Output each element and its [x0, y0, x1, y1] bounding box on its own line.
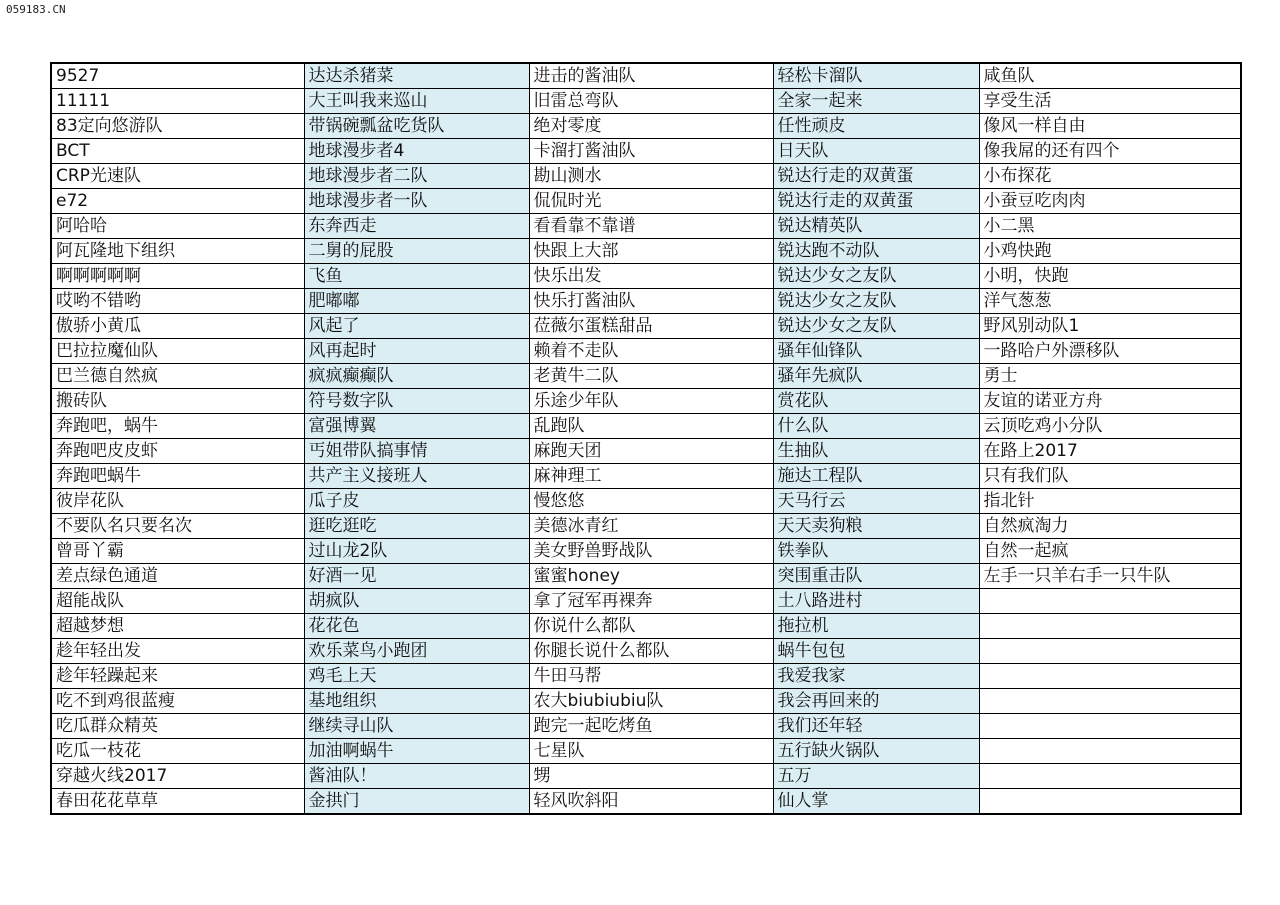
- table-row: [51, 664, 1241, 689]
- table-cell: 阿瓦隆地下组织: [51, 239, 304, 264]
- site-watermark: 059183.CN: [6, 3, 66, 16]
- table-cell: 轻松卡溜队: [773, 63, 979, 89]
- table-cell: 野风别动队1: [979, 314, 1241, 339]
- table-cell: 锐达少女之友队: [773, 289, 979, 314]
- table-cell: 巴拉拉魔仙队: [51, 339, 304, 364]
- table-row: [51, 464, 1241, 489]
- table-row: [51, 789, 1241, 815]
- table-row: [51, 589, 1241, 614]
- table-cell: 穿越火线2017: [51, 764, 304, 789]
- table-cell: 任性顽皮: [773, 114, 979, 139]
- table-cell: [979, 589, 1241, 614]
- table-cell: 像我屌的还有四个: [979, 139, 1241, 164]
- table-cell: 快乐打酱油队: [529, 289, 773, 314]
- table-row: [51, 364, 1241, 389]
- table-cell: 日天队: [773, 139, 979, 164]
- table-cell: 傲骄小黄瓜: [51, 314, 304, 339]
- table-cell: 赏花队: [773, 389, 979, 414]
- table-cell: 风起了: [304, 314, 529, 339]
- table-cell: 全家一起来: [773, 89, 979, 114]
- table-cell: 美德冰青红: [529, 514, 773, 539]
- table-cell: 彼岸花队: [51, 489, 304, 514]
- table-cell: 地球漫步者二队: [304, 164, 529, 189]
- table-cell: 小二黑: [979, 214, 1241, 239]
- table-cell: 天天卖狗粮: [773, 514, 979, 539]
- table-cell: 云顶吃鸡小分队: [979, 414, 1241, 439]
- table-row: [51, 489, 1241, 514]
- table-cell: 吃瓜一枝花: [51, 739, 304, 764]
- table-row: [51, 114, 1241, 139]
- table-cell: 逛吃逛吃: [304, 514, 529, 539]
- table-row: [51, 89, 1241, 114]
- table-cell: 丐姐带队搞事情: [304, 439, 529, 464]
- table-cell: [979, 614, 1241, 639]
- table-cell: 趁年轻出发: [51, 639, 304, 664]
- table-row: [51, 514, 1241, 539]
- table-row: [51, 314, 1241, 339]
- table-cell: 过山龙2队: [304, 539, 529, 564]
- table-cell: 像风一样自由: [979, 114, 1241, 139]
- table-cell: 五行缺火锅队: [773, 739, 979, 764]
- table-cell: 锐达行走的双黄蛋: [773, 164, 979, 189]
- table-cell: [979, 689, 1241, 714]
- table-cell: 我爱我家: [773, 664, 979, 689]
- table-cell: 五万: [773, 764, 979, 789]
- table-cell: 鸡毛上天: [304, 664, 529, 689]
- table-cell: 自然一起疯: [979, 539, 1241, 564]
- table-cell: 地球漫步者一队: [304, 189, 529, 214]
- table-cell: 左手一只羊右手一只牛队: [979, 564, 1241, 589]
- table-row: [51, 139, 1241, 164]
- table-cell: 二舅的屁股: [304, 239, 529, 264]
- table-cell: 曾哥丫霸: [51, 539, 304, 564]
- table-cell: 吃不到鸡很蓝瘦: [51, 689, 304, 714]
- table-cell: e72: [51, 189, 304, 214]
- table-cell: BCT: [51, 139, 304, 164]
- table-cell: 瓜子皮: [304, 489, 529, 514]
- table-cell: 蜗牛包包: [773, 639, 979, 664]
- table-cell: 绝对零度: [529, 114, 773, 139]
- table-cell: 甥: [529, 764, 773, 789]
- table-cell: 大王叫我来巡山: [304, 89, 529, 114]
- table-cell: 我会再回来的: [773, 689, 979, 714]
- table-row: [51, 689, 1241, 714]
- table-cell: 旧雷总弯队: [529, 89, 773, 114]
- table-cell: 共产主义接班人: [304, 464, 529, 489]
- table-cell: 你腿长说什么都队: [529, 639, 773, 664]
- table-cell: 你说什么都队: [529, 614, 773, 639]
- table-cell: 金拱门: [304, 789, 529, 815]
- table-cell: [979, 714, 1241, 739]
- table-cell: 9527: [51, 63, 304, 89]
- table-row: [51, 764, 1241, 789]
- table-cell: 锐达跑不动队: [773, 239, 979, 264]
- table-cell: 自然疯淘力: [979, 514, 1241, 539]
- table-cell: 麻神理工: [529, 464, 773, 489]
- table-row: [51, 714, 1241, 739]
- table-cell: 锐达精英队: [773, 214, 979, 239]
- table-cell: 享受生活: [979, 89, 1241, 114]
- table-cell: 阿哈哈: [51, 214, 304, 239]
- table-cell: 侃侃时光: [529, 189, 773, 214]
- table-cell: 蜜蜜honey: [529, 564, 773, 589]
- table-cell: 胡疯队: [304, 589, 529, 614]
- table-cell: 我们还年轻: [773, 714, 979, 739]
- table-cell: 带锅碗瓢盆吃货队: [304, 114, 529, 139]
- table-row: [51, 539, 1241, 564]
- table-cell: 富强博翼: [304, 414, 529, 439]
- table-cell: 什么队: [773, 414, 979, 439]
- table-row: [51, 339, 1241, 364]
- table-row: [51, 264, 1241, 289]
- table-cell: 达达杀猪菜: [304, 63, 529, 89]
- table-cell: 小明，快跑: [979, 264, 1241, 289]
- table-cell: 友谊的诺亚方舟: [979, 389, 1241, 414]
- table-cell: [979, 664, 1241, 689]
- table-row: [51, 289, 1241, 314]
- table-cell: 疯疯癫癫队: [304, 364, 529, 389]
- table-cell: 美女野兽野战队: [529, 539, 773, 564]
- table-cell: 卡溜打酱油队: [529, 139, 773, 164]
- table-cell: 锐达少女之友队: [773, 264, 979, 289]
- table-cell: 拖拉机: [773, 614, 979, 639]
- table-row: [51, 214, 1241, 239]
- table-cell: 莅薇尔蛋糕甜品: [529, 314, 773, 339]
- table-cell: 快跟上大部: [529, 239, 773, 264]
- table-cell: 咸鱼队: [979, 63, 1241, 89]
- table-cell: 生抽队: [773, 439, 979, 464]
- table-cell: 小布探花: [979, 164, 1241, 189]
- table-cell: 符号数字队: [304, 389, 529, 414]
- table-cell: 巴兰德自然疯: [51, 364, 304, 389]
- table-cell: [979, 639, 1241, 664]
- table-row: [51, 639, 1241, 664]
- table-cell: 进击的酱油队: [529, 63, 773, 89]
- table-cell: 超越梦想: [51, 614, 304, 639]
- table-cell: 加油啊蜗牛: [304, 739, 529, 764]
- table-row: [51, 389, 1241, 414]
- table-cell: 超能战队: [51, 589, 304, 614]
- table-cell: 指北针: [979, 489, 1241, 514]
- table-cell: 83定向悠游队: [51, 114, 304, 139]
- table-cell: 在路上2017: [979, 439, 1241, 464]
- table-cell: 好酒一见: [304, 564, 529, 589]
- table-cell: 不要队名只要名次: [51, 514, 304, 539]
- table-row: [51, 414, 1241, 439]
- table-cell: 麻跑天团: [529, 439, 773, 464]
- table-cell: 乱跑队: [529, 414, 773, 439]
- table-cell: 施达工程队: [773, 464, 979, 489]
- table-cell: 啊啊啊啊啊: [51, 264, 304, 289]
- table-cell: [979, 764, 1241, 789]
- table-cell: CRP光速队: [51, 164, 304, 189]
- table-cell: 11111: [51, 89, 304, 114]
- table-cell: 搬砖队: [51, 389, 304, 414]
- table-cell: 洋气葱葱: [979, 289, 1241, 314]
- table-cell: 老黄牛二队: [529, 364, 773, 389]
- table-cell: 锐达少女之友队: [773, 314, 979, 339]
- table-cell: 小鸡快跑: [979, 239, 1241, 264]
- table-row: [51, 189, 1241, 214]
- table-cell: 突围重击队: [773, 564, 979, 589]
- table-cell: 天马行云: [773, 489, 979, 514]
- table-cell: 趁年轻躁起来: [51, 664, 304, 689]
- table-cell: 锐达行走的双黄蛋: [773, 189, 979, 214]
- table-cell: 奔跑吧，蜗牛: [51, 414, 304, 439]
- table-cell: 地球漫步者4: [304, 139, 529, 164]
- table-cell: 肥嘟嘟: [304, 289, 529, 314]
- table-row: [51, 739, 1241, 764]
- table-row: [51, 614, 1241, 639]
- table-cell: 酱油队！: [304, 764, 529, 789]
- table-body: [51, 63, 1241, 814]
- table-cell: 花花色: [304, 614, 529, 639]
- table-cell: 吃瓜群众精英: [51, 714, 304, 739]
- table-cell: 七星队: [529, 739, 773, 764]
- table-cell: 乐途少年队: [529, 389, 773, 414]
- table-cell: 东奔西走: [304, 214, 529, 239]
- table-cell: [979, 789, 1241, 815]
- table-row: [51, 164, 1241, 189]
- table-cell: 一路哈户外漂移队: [979, 339, 1241, 364]
- table-cell: 铁拳队: [773, 539, 979, 564]
- table-cell: 奔跑吧皮皮虾: [51, 439, 304, 464]
- table-cell: 土八路进村: [773, 589, 979, 614]
- table-cell: 小蚕豆吃肉肉: [979, 189, 1241, 214]
- table-cell: 继续寻山队: [304, 714, 529, 739]
- table-cell: 哎哟不错哟: [51, 289, 304, 314]
- table-cell: [979, 739, 1241, 764]
- table-cell: 飞鱼: [304, 264, 529, 289]
- table-cell: 基地组织: [304, 689, 529, 714]
- table-cell: 轻风吹斜阳: [529, 789, 773, 815]
- table-cell: 差点绿色通道: [51, 564, 304, 589]
- table-cell: 农大biubiubiu队: [529, 689, 773, 714]
- table-cell: 牛田马帮: [529, 664, 773, 689]
- table-cell: 骚年先疯队: [773, 364, 979, 389]
- table-cell: 赖着不走队: [529, 339, 773, 364]
- table-cell: 风再起时: [304, 339, 529, 364]
- table-cell: 跑完一起吃烤鱼: [529, 714, 773, 739]
- table-row: [51, 63, 1241, 89]
- table-cell: 只有我们队: [979, 464, 1241, 489]
- table-cell: 勇士: [979, 364, 1241, 389]
- table-cell: 奔跑吧蜗牛: [51, 464, 304, 489]
- table-row: [51, 564, 1241, 589]
- table-row: [51, 239, 1241, 264]
- team-names-table: [50, 62, 1242, 815]
- table-cell: 骚年仙锋队: [773, 339, 979, 364]
- table-cell: 勘山测水: [529, 164, 773, 189]
- table-cell: 仙人掌: [773, 789, 979, 815]
- table-cell: 春田花花草草: [51, 789, 304, 815]
- table-cell: 快乐出发: [529, 264, 773, 289]
- table-row: [51, 439, 1241, 464]
- table-cell: 慢悠悠: [529, 489, 773, 514]
- table-cell: 欢乐菜鸟小跑团: [304, 639, 529, 664]
- table-cell: 拿了冠军再裸奔: [529, 589, 773, 614]
- table-cell: 看看靠不靠谱: [529, 214, 773, 239]
